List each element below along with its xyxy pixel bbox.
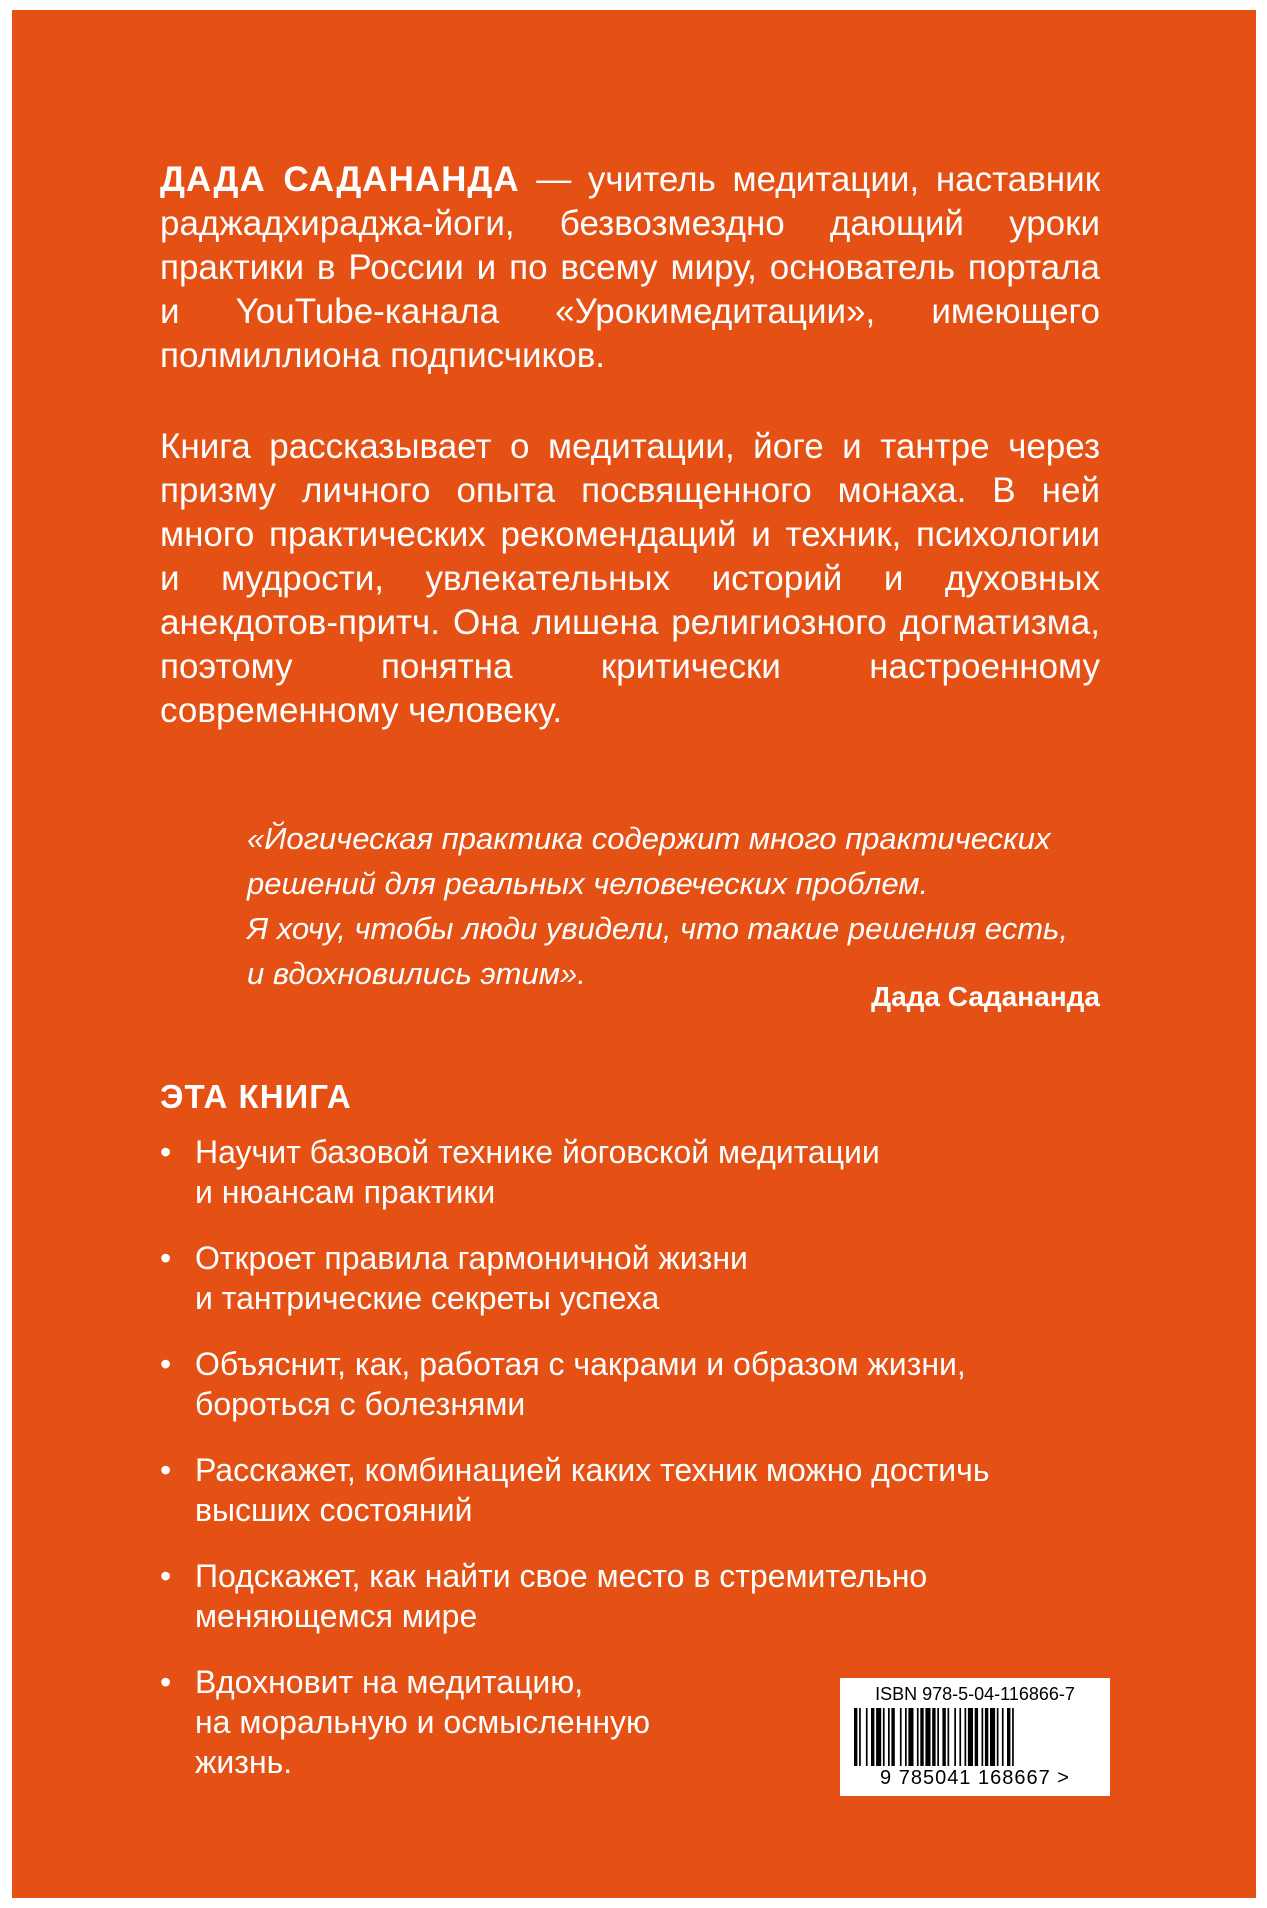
- barcode-bar: [982, 1708, 984, 1766]
- author-name: ДАДА САДАНАНДА: [160, 160, 520, 199]
- barcode-bar: [990, 1708, 995, 1766]
- barcode-bar: [997, 1708, 999, 1766]
- barcode-bar: [905, 1708, 907, 1766]
- benefit-line: высших состояний: [195, 1492, 473, 1528]
- benefit-line: • Подскажет, как найти свое место в стремительно: [195, 1558, 928, 1594]
- back-cover: [12, 10, 1256, 1898]
- barcode-bar: [975, 1708, 978, 1766]
- benefit-line: жизнь.: [195, 1744, 293, 1780]
- author-bio-text: — учитель медитации, наставник раджадхираджа-йоги, безвозмездно дающий уроки практики в России и по всему миру, основатель портала и YouTube-канала «Урокимедитации», имеющего полмиллиона подписчиков.: [160, 160, 1101, 375]
- barcode-bar: [917, 1708, 919, 1766]
- barcode-bar: [1012, 1708, 1014, 1766]
- barcode-bar: [908, 1708, 913, 1766]
- barcode-digits: 9 785041 168667 >: [880, 1767, 1070, 1789]
- barcode-bar: [871, 1708, 874, 1766]
- barcode-bar: [888, 1708, 890, 1766]
- benefit-line: • Научит базовой технике йоговской медитации: [195, 1134, 880, 1170]
- benefit-line: и нюансам практики: [195, 1174, 496, 1210]
- barcode-bar: [948, 1708, 950, 1766]
- barcode-bar: [959, 1708, 961, 1766]
- barcode-bar: [932, 1708, 935, 1766]
- benefit-line: бороться с болезнями: [195, 1386, 526, 1422]
- list-item: [160, 1238, 1100, 1318]
- benefit-line: и тантрические секреты успеха: [195, 1280, 660, 1316]
- benefit-line: • Объяснит, как, работая с чакрами и образом жизни,: [195, 1346, 966, 1382]
- benefit-line: меняющемся мире: [195, 1598, 478, 1634]
- barcode-bar: [920, 1708, 923, 1766]
- quote-line: «Йогическая практика содержит много практических: [247, 821, 1051, 856]
- barcode-icon: [854, 1708, 1096, 1766]
- benefit-line: • Откроет правила гармоничной жизни: [195, 1240, 748, 1276]
- list-item: [160, 1450, 1100, 1530]
- barcode-bar: [1007, 1708, 1010, 1766]
- barcode-bar: [942, 1708, 945, 1766]
- barcode-bar: [925, 1708, 930, 1766]
- barcode-bar: [866, 1708, 868, 1766]
- barcode-bar: [1002, 1708, 1004, 1766]
- quote-author: Дада Садананда: [871, 981, 1100, 1012]
- author-bio: [160, 158, 1100, 378]
- barcode-bar: [937, 1708, 939, 1766]
- isbn-label: ISBN 978-5-04-116866-7: [875, 1684, 1075, 1704]
- benefit-line: на моральную и осмысленную: [195, 1704, 651, 1740]
- barcode-bar: [891, 1708, 894, 1766]
- book-description: Книга рассказывает о медитации, йоге и тантре через призму личного опыта посвященного монаха. В ней много практических рекомендаций и техник, психологии и мудрости, увлекательных историй и духовных анекдотов-притч. Она лишена религиозного догматизма, поэтому понятна критически настроенному современному человеку.: [160, 427, 1100, 730]
- barcode-bar: [954, 1708, 956, 1766]
- barcode-bar: [985, 1708, 988, 1766]
- author-quote: [247, 816, 1100, 1012]
- barcode-bar: [883, 1708, 885, 1766]
- isbn-barcode: [840, 1678, 1110, 1796]
- list-item: [160, 1556, 1100, 1636]
- quote-line: и вдохновились этим».: [247, 956, 586, 991]
- section-title: ЭТА КНИГА: [160, 1078, 352, 1115]
- barcode-bar: [876, 1708, 881, 1766]
- barcode-bar: [900, 1708, 902, 1766]
- list-item: [160, 1344, 1100, 1424]
- barcode-bar: [968, 1708, 973, 1766]
- benefit-line: • Расскажет, комбинацией каких техник можно достичь: [195, 1452, 990, 1488]
- quote-line: решений для реальных человеческих проблем.: [247, 866, 929, 901]
- quote-line: Я хочу, чтобы люди увидели, что такие решения есть,: [247, 911, 1068, 946]
- barcode-bar: [854, 1708, 857, 1766]
- barcode-bar: [965, 1708, 967, 1766]
- benefit-line: • Вдохновит на медитацию,: [195, 1664, 584, 1700]
- list-item: [160, 1132, 1100, 1212]
- barcode-bar: [859, 1708, 861, 1766]
